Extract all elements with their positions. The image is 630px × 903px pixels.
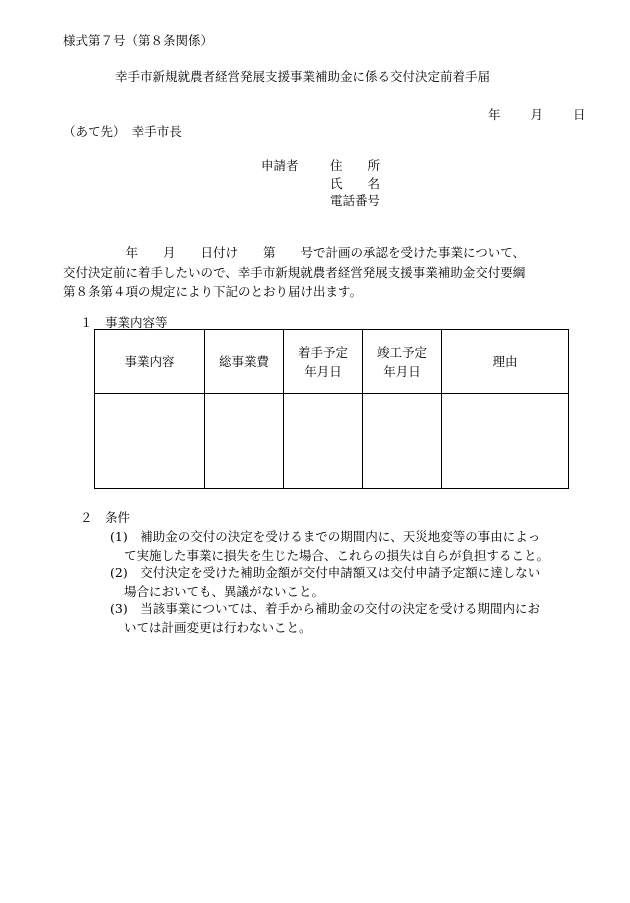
body-line: 年 月 日付け 第 号で計画の承認を受けた事業について、 — [63, 245, 526, 260]
form-number: 様式第７号（第８条関係） — [63, 33, 214, 48]
address-label: 住 所 — [330, 158, 381, 173]
date-year: 年 — [488, 107, 501, 122]
col-header-completion-date: 竣工予定 年月日 — [363, 330, 442, 394]
cell-total-cost[interactable] — [205, 394, 284, 489]
col-header-start-date: 着手予定 年月日 — [284, 330, 363, 394]
col-header-project-content: 事業内容 — [95, 330, 205, 394]
date-month: 月 — [530, 107, 543, 122]
body-line: 第８条第４項の規定により下記のとおり届け出ます。 — [63, 284, 363, 299]
project-contents-table — [94, 329, 569, 489]
cell-project-content[interactable] — [95, 394, 205, 489]
applicant-label: 申請者 — [261, 158, 299, 173]
body-line: 交付決定前に着手したいので、幸手市新規就農者経営発展支援事業補助金交付要綱 — [63, 264, 526, 280]
document-title: 幸手市新規就農者経営発展支援事業補助金に係る交付決定前着手届 — [115, 69, 491, 84]
recipient: （あて先） 幸手市長 — [63, 124, 182, 139]
phone-label: 電話番号 — [330, 193, 381, 208]
cell-completion-date[interactable] — [363, 394, 442, 489]
condition-item: (2) 交付決定を受けた補助金額が交付申請額又は交付申請予定額に達しない 場合においても、異議がないこと。 — [110, 565, 541, 599]
condition-item: (3) 当該事業については、着手から補助金の交付の決定を受ける期間内にお いては計画変更は行わないこと。 — [110, 601, 540, 635]
date-line — [488, 107, 585, 123]
condition-item: (1) 補助金の交付の決定を受けるまでの期間内に、天災地変等の事由によっ て実施した事業に損失を生じた場合、これらの損失は自らが負担すること。 — [110, 529, 550, 563]
body-paragraph — [63, 243, 573, 302]
table-header-row — [95, 330, 569, 394]
cell-reason[interactable] — [442, 394, 569, 489]
section2-heading: ２ 条件 — [80, 510, 131, 525]
table-row — [95, 394, 569, 489]
col-header-total-cost: 総事業費 — [205, 330, 284, 394]
date-day: 日 — [572, 107, 586, 122]
cell-start-date[interactable] — [284, 394, 363, 489]
section1-heading: １ 事業内容等 — [80, 315, 168, 330]
name-label: 氏 名 — [330, 176, 381, 191]
col-header-reason: 理由 — [442, 330, 569, 394]
